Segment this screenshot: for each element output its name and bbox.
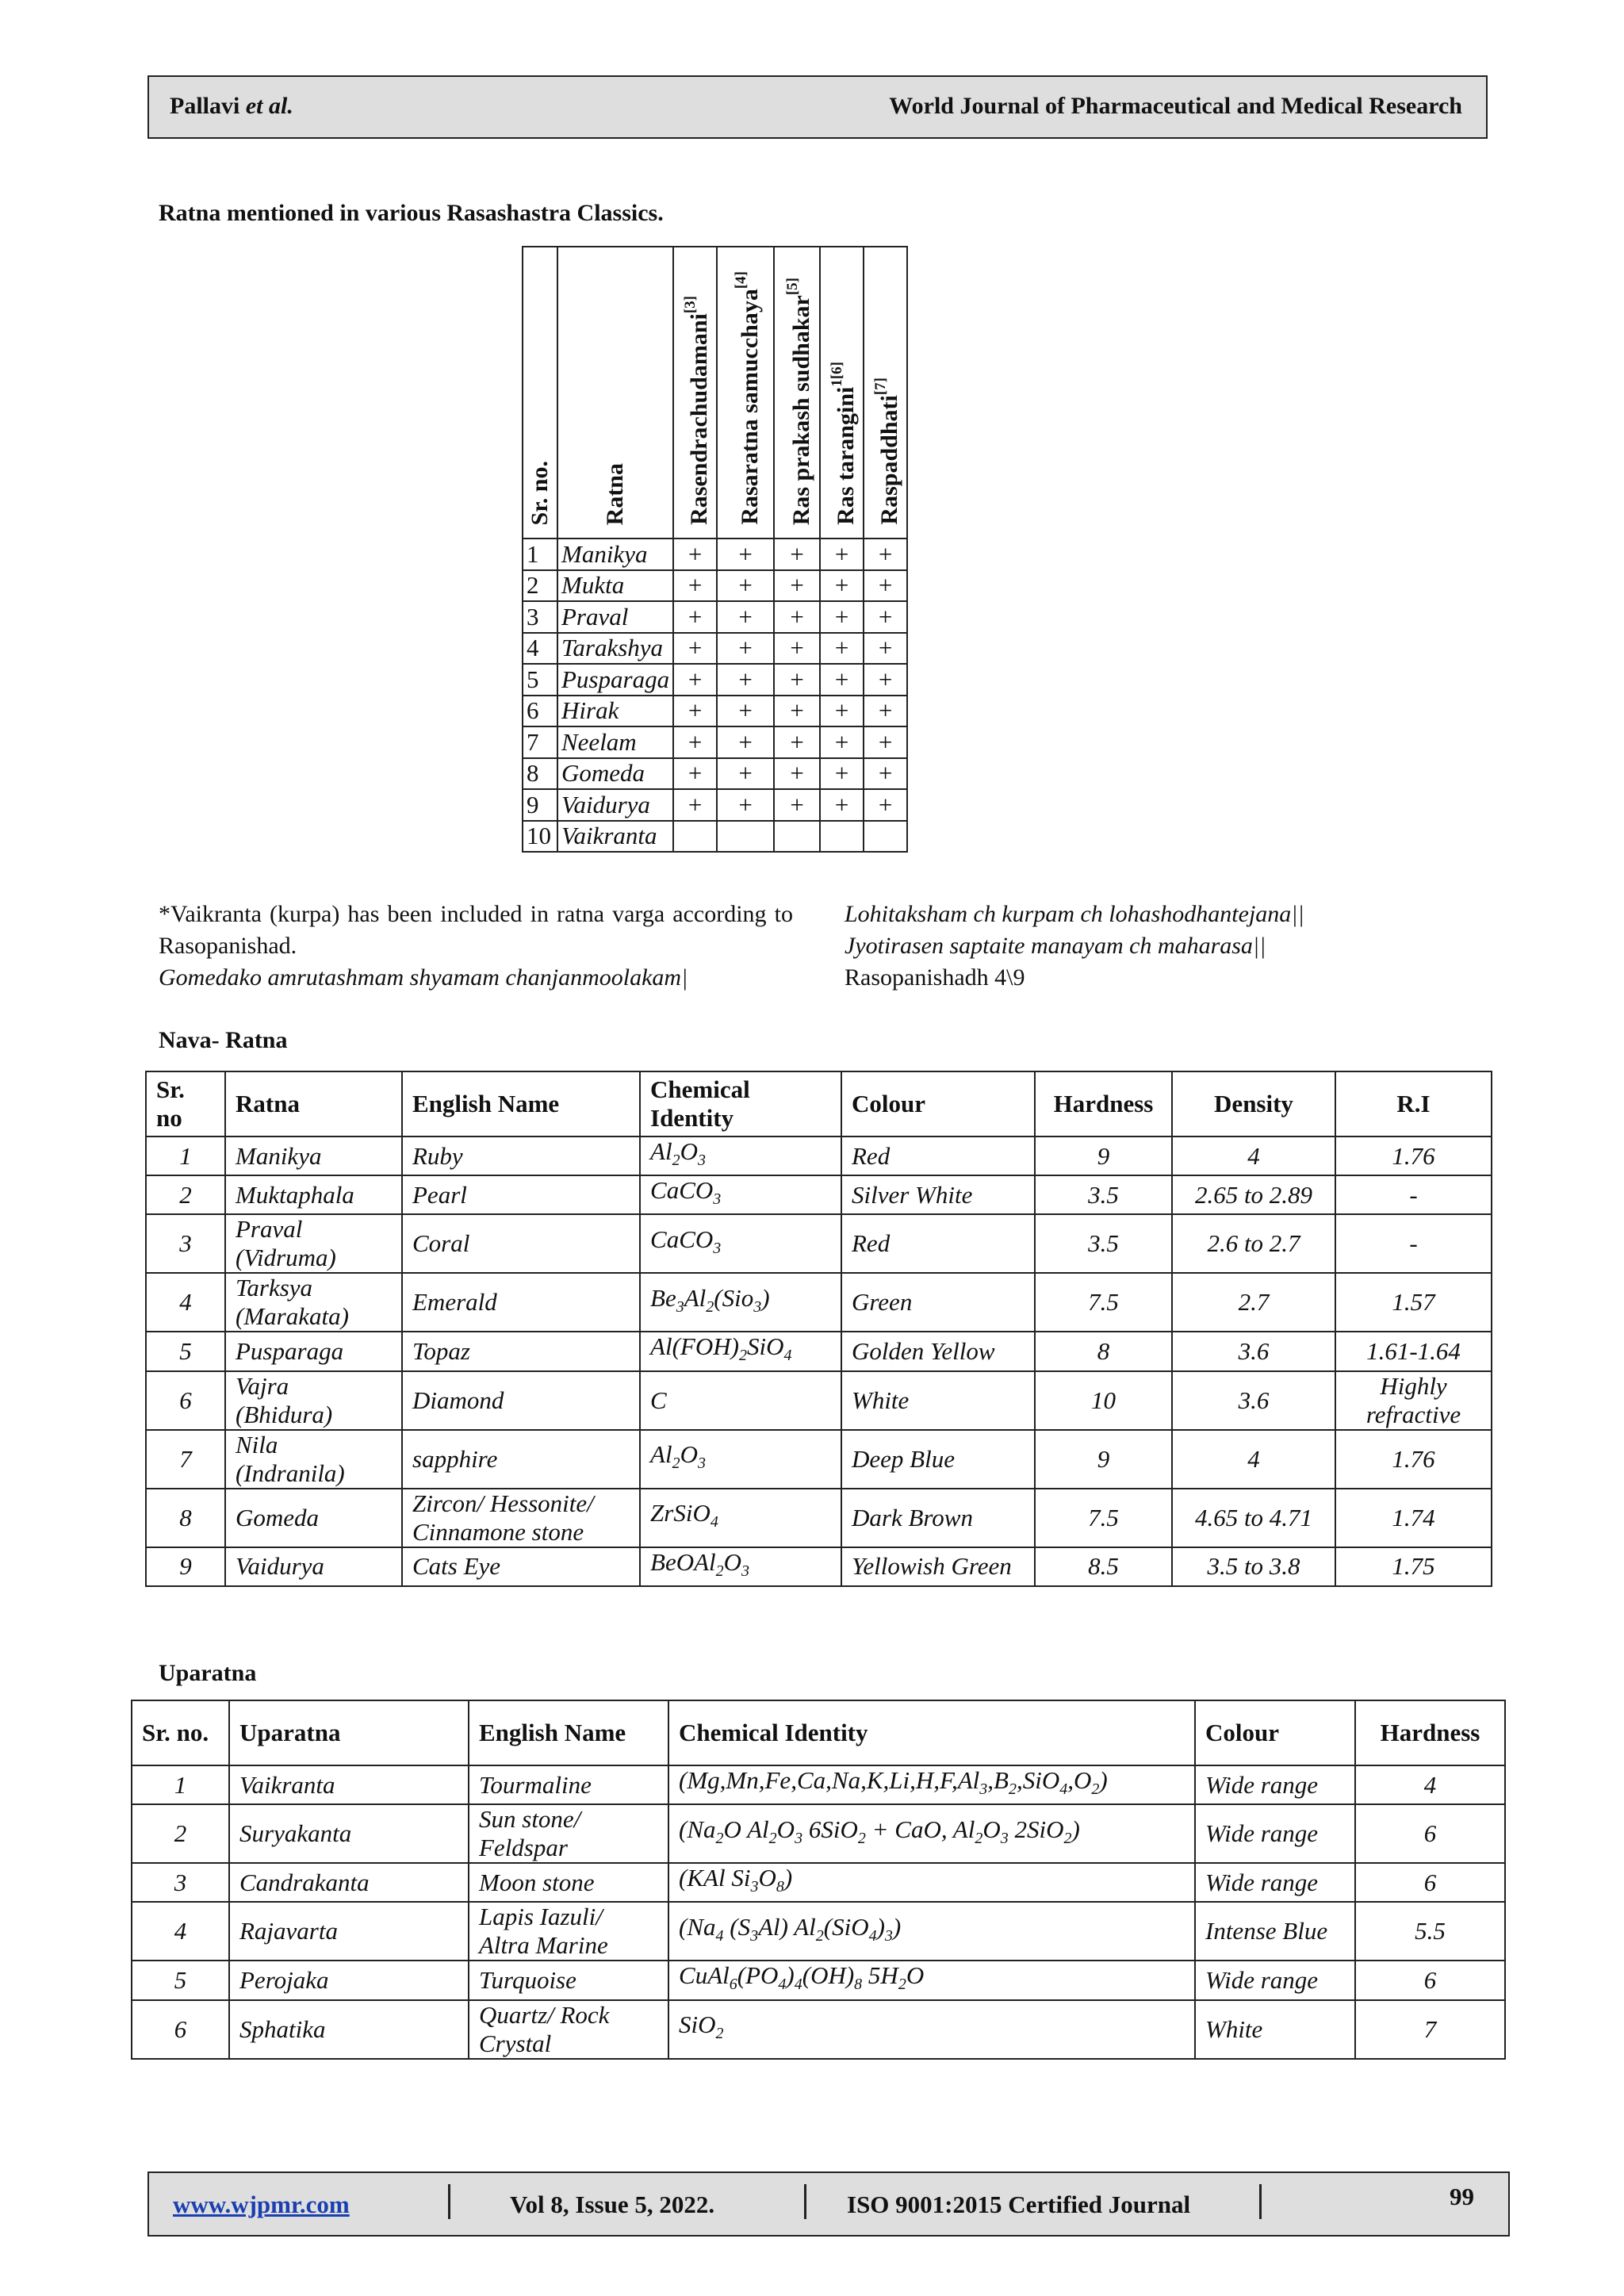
page-number: 99 xyxy=(1450,2183,1474,2210)
table-cell: Gomeda xyxy=(225,1489,402,1547)
note-left xyxy=(159,899,793,994)
table-cell: 1 xyxy=(146,1137,225,1175)
mention-cell: + xyxy=(820,789,864,821)
table-cell: Highly refractive xyxy=(1335,1371,1492,1430)
ratna-cell: Mukta xyxy=(557,570,673,602)
table-cell: Sphatika xyxy=(229,2000,469,2059)
table-cell: White xyxy=(841,1371,1035,1430)
mention-cell xyxy=(673,821,717,853)
mention-cell xyxy=(820,821,864,853)
table-cell: $Al_2O_3$ xyxy=(640,1137,841,1175)
mention-cell: + xyxy=(673,601,717,633)
table-cell: 6 xyxy=(1355,1863,1505,1902)
ratna-cell: Vaidurya xyxy=(557,789,673,821)
mention-cell: + xyxy=(717,664,774,696)
table-cell: 2.6 to 2.7 xyxy=(1172,1214,1335,1273)
table-cell: 3.5 xyxy=(1035,1175,1172,1214)
table-row xyxy=(132,1804,1505,1863)
table-cell: Pusparaga xyxy=(225,1332,402,1370)
note-citation: Rasopanishadh 4\9 xyxy=(845,964,1025,991)
table-cell: Candrakanta xyxy=(229,1863,469,1902)
table-row xyxy=(523,601,907,633)
table-row xyxy=(146,1214,1492,1273)
mention-cell: + xyxy=(864,758,907,790)
table-row xyxy=(523,726,907,758)
table-cell: 1.57 xyxy=(1335,1273,1492,1332)
ratna-cell: Neelam xyxy=(557,726,673,758)
table-cell: 2.7 xyxy=(1172,1273,1335,1332)
mention-cell: + xyxy=(774,696,820,727)
mention-cell: + xyxy=(717,789,774,821)
table-cell: 9 xyxy=(146,1547,225,1586)
table-cell: Wide range xyxy=(1195,1765,1355,1804)
table-cell: Topaz xyxy=(402,1332,640,1370)
table-cell: Silver White xyxy=(841,1175,1035,1214)
footer-divider xyxy=(1259,2184,1262,2219)
mention-cell xyxy=(774,821,820,853)
table-cell: Deep Blue xyxy=(841,1430,1035,1489)
table-cell: 6 xyxy=(132,2000,229,2059)
page-footer xyxy=(147,2171,1510,2237)
column-header-label: Rasendrachudamani[3] xyxy=(682,296,713,525)
table-cell: 4 xyxy=(146,1273,225,1332)
table-cell: 5.5 xyxy=(1355,1902,1505,1961)
table-cell: 7.5 xyxy=(1035,1273,1172,1332)
table-cell: 4 xyxy=(1355,1765,1505,1804)
table-cell: $BeOAl_2O_3$ xyxy=(640,1547,841,1586)
certification: ISO 9001:2015 Certified Journal xyxy=(847,2191,1191,2218)
table-cell: 8 xyxy=(1035,1332,1172,1370)
table-row xyxy=(132,2000,1505,2059)
mention-cell: + xyxy=(673,539,717,570)
column-header-label: Ras prakash sudhakar[5] xyxy=(783,277,814,525)
ratna-cell: Pusparaga xyxy=(557,664,673,696)
mention-cell: + xyxy=(717,539,774,570)
mention-cell: + xyxy=(820,664,864,696)
mention-cell: + xyxy=(673,726,717,758)
table-cell: CaCO$_3$ xyxy=(640,1175,841,1214)
ratna-cell: Vaikranta xyxy=(557,821,673,853)
table-row xyxy=(132,1961,1505,1999)
sr-no-cell: 2 xyxy=(523,570,557,602)
mention-cell: + xyxy=(864,633,907,665)
table-cell: 1.76 xyxy=(1335,1137,1492,1175)
table-cell: Lapis Iazuli/ Altra Marine xyxy=(469,1902,668,1961)
table3-title: Uparatna xyxy=(159,1660,257,1686)
table-cell: 1.76 xyxy=(1335,1430,1492,1489)
mention-cell: + xyxy=(774,758,820,790)
table-cell: 2 xyxy=(146,1175,225,1214)
table-cell: Diamond xyxy=(402,1371,640,1430)
table-cell: Wide range xyxy=(1195,1804,1355,1863)
mention-cell: + xyxy=(820,696,864,727)
mention-cell xyxy=(717,821,774,853)
table-row xyxy=(523,664,907,696)
table-cell: Wide range xyxy=(1195,1961,1355,1999)
mention-cell: + xyxy=(774,789,820,821)
table-row xyxy=(146,1547,1492,1586)
table-row xyxy=(523,570,907,602)
table-row xyxy=(132,1902,1505,1961)
table-cell: 7 xyxy=(146,1430,225,1489)
table-cell: Turquoise xyxy=(469,1961,668,1999)
mention-cell: + xyxy=(864,726,907,758)
mention-cell: + xyxy=(673,789,717,821)
sr-no-cell: 3 xyxy=(523,601,557,633)
table-cell: 3 xyxy=(132,1863,229,1902)
ratna-classics-table xyxy=(522,246,908,853)
column-header: Sr. no xyxy=(146,1071,225,1137)
table-row xyxy=(523,821,907,853)
column-header: R.I xyxy=(1335,1071,1492,1137)
mention-cell: + xyxy=(820,758,864,790)
table-cell: Tarksya (Marakata) xyxy=(225,1273,402,1332)
mention-cell: + xyxy=(717,696,774,727)
table-cell: Wide range xyxy=(1195,1863,1355,1902)
note-right xyxy=(845,899,1495,994)
table-row xyxy=(132,1765,1505,1804)
table-cell: CaCO$_3$ xyxy=(640,1214,841,1273)
journal-name: World Journal of Pharmaceutical and Medical Research xyxy=(889,93,1462,119)
table-cell: 3.5 to 3.8 xyxy=(1172,1547,1335,1586)
ratna-cell: Gomeda xyxy=(557,758,673,790)
table-cell: (KAl $Si_3O_8$) xyxy=(668,1863,1195,1902)
column-header: Sr. no. xyxy=(132,1700,229,1765)
mention-cell: + xyxy=(820,601,864,633)
table-cell: 5 xyxy=(146,1332,225,1370)
column-header: Uparatna xyxy=(229,1700,469,1765)
column-header-label: Ras tarangini$^{1[6]}$ xyxy=(829,362,860,525)
table-cell: 1.61-1.64 xyxy=(1335,1332,1492,1370)
sr-no-cell: 8 xyxy=(523,758,557,790)
uparatna-table xyxy=(131,1700,1506,2060)
table-cell: 4.65 to 4.71 xyxy=(1172,1489,1335,1547)
sr-no-cell: 4 xyxy=(523,633,557,665)
column-header: Density xyxy=(1172,1071,1335,1137)
table-cell: 2 xyxy=(132,1804,229,1863)
table-cell: $(Mg,Mn,Fe,Ca,Na,K,Li,H,F,Al_3,B_2,SiO_4,O_2)$ xyxy=(668,1765,1195,1804)
table-row xyxy=(146,1371,1492,1430)
table-cell: Green xyxy=(841,1273,1035,1332)
table-row xyxy=(146,1489,1492,1547)
mention-cell: + xyxy=(673,633,717,665)
note-verse: Gomedako amrutashmam shyamam chanjanmoolakam| xyxy=(159,964,688,991)
sr-no-cell: 6 xyxy=(523,696,557,727)
table-cell: Praval (Vidruma) xyxy=(225,1214,402,1273)
table-cell: ZrSiO$_4$ xyxy=(640,1489,841,1547)
column-header xyxy=(523,247,557,539)
table-cell: Emerald xyxy=(402,1273,640,1332)
table-cell: C xyxy=(640,1371,841,1430)
table-cell: 7.5 xyxy=(1035,1489,1172,1547)
mention-cell: + xyxy=(774,570,820,602)
mention-cell: + xyxy=(717,601,774,633)
column-header: English Name xyxy=(469,1700,668,1765)
table-cell: $Be_3Al_2(Sio_3)$ xyxy=(640,1273,841,1332)
ratna-cell: Tarakshya xyxy=(557,633,673,665)
table-row xyxy=(146,1332,1492,1370)
mention-cell: + xyxy=(820,726,864,758)
table-cell: ($Na_2O$ $Al_2O_3$ 6SiO$_2$ + CaO, $Al_2O_3$ 2SiO$_2$) xyxy=(668,1804,1195,1863)
column-header xyxy=(820,247,864,539)
column-header: Hardness xyxy=(1035,1071,1172,1137)
table-cell: Coral xyxy=(402,1214,640,1273)
mention-cell: + xyxy=(864,696,907,727)
mention-cell: + xyxy=(774,633,820,665)
table-cell: 1.75 xyxy=(1335,1547,1492,1586)
column-header xyxy=(557,247,673,539)
mention-cell xyxy=(864,821,907,853)
mention-cell: + xyxy=(820,570,864,602)
table-cell: sapphire xyxy=(402,1430,640,1489)
column-header: Colour xyxy=(1195,1700,1355,1765)
mention-cell: + xyxy=(774,601,820,633)
mention-cell: + xyxy=(864,539,907,570)
column-header: Chemical Identity xyxy=(640,1071,841,1137)
mention-cell: + xyxy=(820,633,864,665)
table-cell: Zircon/ Hessonite/ Cinnamone stone xyxy=(402,1489,640,1547)
table-cell: Muktaphala xyxy=(225,1175,402,1214)
table-cell: 4 xyxy=(1172,1137,1335,1175)
table-cell: - xyxy=(1335,1175,1492,1214)
table-cell: 3.5 xyxy=(1035,1214,1172,1273)
table-row xyxy=(523,539,907,570)
ratna-cell: Hirak xyxy=(557,696,673,727)
table-cell: $Al(FOH)_2SiO_4$ xyxy=(640,1332,841,1370)
table-cell: Vajra (Bhidura) xyxy=(225,1371,402,1430)
table-cell: 6 xyxy=(1355,1804,1505,1863)
column-header xyxy=(864,247,907,539)
mention-cell: + xyxy=(673,758,717,790)
table-cell: 1.74 xyxy=(1335,1489,1492,1547)
mention-cell: + xyxy=(717,570,774,602)
table-row xyxy=(523,789,907,821)
table-cell: 4 xyxy=(132,1902,229,1961)
table-cell: 4 xyxy=(1172,1430,1335,1489)
note-verse: Lohitaksham ch kurpam ch lohashodhantejana|| xyxy=(845,901,1304,927)
table-cell: Cats Eye xyxy=(402,1547,640,1586)
table-cell: Red xyxy=(841,1137,1035,1175)
note-verse: Jyotirasen saptaite manayam ch maharasa|| xyxy=(845,933,1266,959)
table-row xyxy=(523,633,907,665)
column-header: Chemical Identity xyxy=(668,1700,1195,1765)
sr-no-cell: 7 xyxy=(523,726,557,758)
table-cell: Yellowish Green xyxy=(841,1547,1035,1586)
table-cell: Dark Brown xyxy=(841,1489,1035,1547)
footer-divider xyxy=(804,2184,806,2219)
mention-cell: + xyxy=(717,758,774,790)
column-header: Ratna xyxy=(225,1071,402,1137)
table-cell: 3.6 xyxy=(1172,1332,1335,1370)
table-cell: 3.6 xyxy=(1172,1371,1335,1430)
table-cell: Moon stone xyxy=(469,1863,668,1902)
table-cell: Perojaka xyxy=(229,1961,469,1999)
table-cell: 1 xyxy=(132,1765,229,1804)
table-cell: Manikya xyxy=(225,1137,402,1175)
table2-title: Nava- Ratna xyxy=(159,1027,288,1053)
note-text: *Vaikranta (kurpa) has been included in ratna varga according to Rasopanishad. xyxy=(159,901,793,959)
column-header xyxy=(717,247,774,539)
column-header-label: Sr. no. xyxy=(527,460,553,525)
table-cell: Quartz/ Rock Crystal xyxy=(469,2000,668,2059)
table-cell: 9 xyxy=(1035,1430,1172,1489)
mention-cell: + xyxy=(673,570,717,602)
table-cell: 2.65 to 2.89 xyxy=(1172,1175,1335,1214)
table-cell: Intense Blue xyxy=(1195,1902,1355,1961)
column-header: Colour xyxy=(841,1071,1035,1137)
table-row xyxy=(146,1430,1492,1489)
mention-cell: + xyxy=(774,664,820,696)
table-row xyxy=(523,758,907,790)
table-row xyxy=(146,1137,1492,1175)
mention-cell: + xyxy=(717,726,774,758)
table-cell: Tourmaline xyxy=(469,1765,668,1804)
mention-cell: + xyxy=(717,633,774,665)
sr-no-cell: 5 xyxy=(523,664,557,696)
table-cell: Ruby xyxy=(402,1137,640,1175)
mention-cell: + xyxy=(864,601,907,633)
page-header xyxy=(147,75,1488,139)
table-cell: 5 xyxy=(132,1961,229,1999)
mention-cell: + xyxy=(864,789,907,821)
mention-cell: + xyxy=(774,539,820,570)
table-cell: Red xyxy=(841,1214,1035,1273)
table-cell: ($Na_4$ $(S_3Al)$ $Al_2(SiO_4)_3$) xyxy=(668,1902,1195,1961)
column-header-label: Ratna xyxy=(602,462,629,525)
sr-no-cell: 1 xyxy=(523,539,557,570)
ratna-cell: Manikya xyxy=(557,539,673,570)
table-cell: $CuAl_6(PO_4)_4(OH)_8$ $5H_2O$ xyxy=(668,1961,1195,1999)
mention-cell: + xyxy=(774,726,820,758)
column-header-label: Rasaratna samucchaya[4] xyxy=(732,271,763,525)
table-cell: 6 xyxy=(1355,1961,1505,1999)
table-row xyxy=(132,1863,1505,1902)
author-line: Pallavi et al. xyxy=(170,93,293,119)
table-cell: 10 xyxy=(1035,1371,1172,1430)
column-header xyxy=(673,247,717,539)
mention-cell: + xyxy=(673,696,717,727)
table-row xyxy=(146,1273,1492,1332)
table-cell: 8 xyxy=(146,1489,225,1547)
nava-ratna-table xyxy=(145,1071,1492,1587)
table-cell: Vaidurya xyxy=(225,1547,402,1586)
table-cell: 9 xyxy=(1035,1137,1172,1175)
table1-title: Ratna mentioned in various Rasashastra Classics. xyxy=(159,200,664,226)
sr-no-cell: 9 xyxy=(523,789,557,821)
table-cell: Golden Yellow xyxy=(841,1332,1035,1370)
table-cell: 6 xyxy=(146,1371,225,1430)
table-cell: Rajavarta xyxy=(229,1902,469,1961)
mention-cell: + xyxy=(673,664,717,696)
table-cell: $Al_2O_3$ xyxy=(640,1430,841,1489)
sr-no-cell: 10 xyxy=(523,821,557,853)
column-header-label: Raspaddhati[7] xyxy=(872,378,903,525)
column-header xyxy=(774,247,820,539)
table-cell: SiO$_2$ xyxy=(668,2000,1195,2059)
table-cell: 8.5 xyxy=(1035,1547,1172,1586)
website-link[interactable]: www.wjpmr.com xyxy=(173,2191,350,2218)
table-cell: 7 xyxy=(1355,2000,1505,2059)
table-cell: Pearl xyxy=(402,1175,640,1214)
table-cell: Suryakanta xyxy=(229,1804,469,1863)
mention-cell: + xyxy=(820,539,864,570)
table-row xyxy=(523,696,907,727)
mention-cell: + xyxy=(864,664,907,696)
table-cell: - xyxy=(1335,1214,1492,1273)
table-cell: Nila (Indranila) xyxy=(225,1430,402,1489)
table-row xyxy=(146,1175,1492,1214)
volume-info: Vol 8, Issue 5, 2022. xyxy=(510,2191,715,2218)
ratna-cell: Praval xyxy=(557,601,673,633)
table-cell: Sun stone/ Feldspar xyxy=(469,1804,668,1863)
table-cell: Vaikranta xyxy=(229,1765,469,1804)
table-cell: 3 xyxy=(146,1214,225,1273)
mention-cell: + xyxy=(864,570,907,602)
column-header: Hardness xyxy=(1355,1700,1505,1765)
column-header: English Name xyxy=(402,1071,640,1137)
table-cell: White xyxy=(1195,2000,1355,2059)
footer-divider xyxy=(448,2184,450,2219)
